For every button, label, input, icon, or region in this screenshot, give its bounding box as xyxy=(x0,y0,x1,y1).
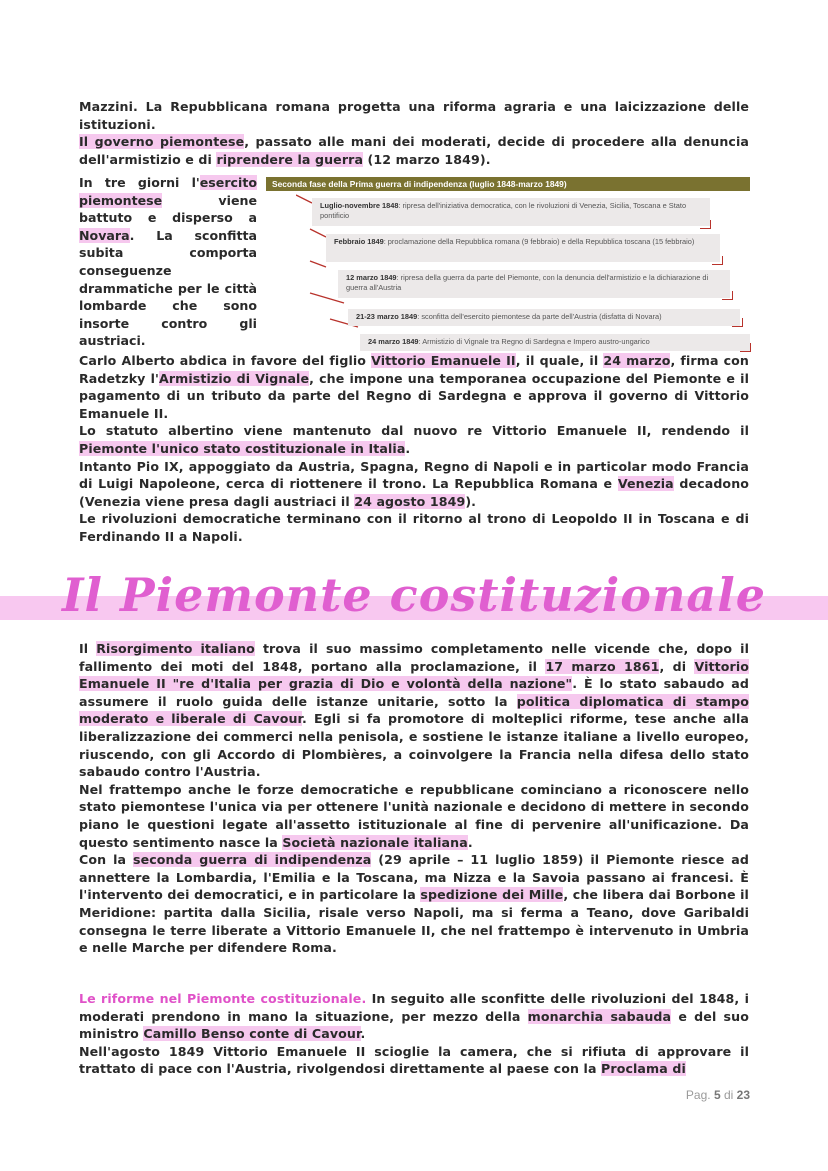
current-page: 5 xyxy=(713,1088,721,1102)
text: Carlo Alberto abdica in favore del figlio xyxy=(79,353,372,368)
timeline-item-5 xyxy=(360,334,750,351)
highlight: Società nazionale italiana xyxy=(282,834,468,850)
timeline-item-2 xyxy=(326,234,720,262)
section-title: Il Piemonte costituzionale xyxy=(62,568,766,622)
highlight: politica diplomatica di stampo moderato e liberale di Cavour xyxy=(79,693,749,727)
paragraph-risorgimento xyxy=(79,640,749,957)
highlight: Armistizio di Vignale xyxy=(158,370,310,386)
text: . La sconfitta subita comporta conseguenze drammatiche per le città lombarde che sono insorte contro gli austriaci. xyxy=(79,227,257,349)
text: . È lo stato sabaudo ad assumere il ruolo guida delle istanze unitarie, sotto la xyxy=(79,676,750,709)
text: Le rivoluzioni democratiche terminano con il ritorno al trono di Leopoldo II in Toscana e di Ferdinando II a Napoli. xyxy=(79,511,749,544)
highlight: Camillo Benso conte di Cavour xyxy=(143,1026,361,1042)
text: . xyxy=(405,440,411,456)
text: , che libera dai Borbone il Meridione: partita dalla Sicilia, risale verso Napoli, ma si ferma a Teano, dove Garibaldi consegna le terre liberate a Vittorio Emanuele II, che nel frattempo è intervenuto in Umbria e nelle Marche per difendere Roma. xyxy=(79,887,749,956)
text: . Egli si fa promotore di molteplici riforme, tese anche alla liberalizzazione dei commerci nella penisola, e sostiene le istanze italiane a livello europeo, riuscendo, con gli Accordo di Plombières, a coinvolgere la Francia nella difesa dello stato sabaudo contro l'Austria. xyxy=(79,711,749,780)
text: Nel frattempo anche le forze democratiche e repubblicane cominciano a riconoscere nello stato piemontese l'unica via per ottenere l'unità nazionale e decidono di mettere in secondo piano le questioni legate all'assetto istituzionale al fine di pervenire all'unificazione. Da questo sentimento nasce la xyxy=(79,781,749,850)
timeline-item-3 xyxy=(338,270,730,298)
text: , di xyxy=(659,658,695,674)
text: viene battuto e disperso a xyxy=(79,192,257,226)
text: In tre giorni l' xyxy=(79,175,200,190)
text: . xyxy=(467,834,473,850)
text: , passato alle mani dei moderati, decide di procedere alla denuncia dell'armistizio e di xyxy=(79,134,749,167)
highlight: spedizione dei Mille xyxy=(420,887,564,903)
text: Mazzini. La Repubblicana romana progetta una riforma agraria e una laicizzazione delle istituzioni. xyxy=(79,99,749,132)
corner-mark xyxy=(722,291,733,300)
highlight: riprendere la guerra xyxy=(216,151,364,167)
highlight: Proclama di xyxy=(601,1061,686,1077)
date: 24 marzo 1849 xyxy=(368,337,419,346)
highlight: 24 agosto 1849 xyxy=(354,493,466,509)
text: Nell'agosto 1849 Vittorio Emanuele II scioglie la camera, che si rifiuta di approvare il trattato di pace con l'Austria, rivolgendosi direttamente al paese con la xyxy=(79,1043,749,1077)
highlight: Vittorio Emanuele II "re d'Italia per grazia di Dio e volontà della nazione" xyxy=(79,658,749,692)
text: : sconfitta dell'esercito piemontese da parte dell'Austria (disfatta di Novara) xyxy=(417,312,662,321)
date: Febbraio 1849 xyxy=(334,237,384,246)
highlight: Il governo piemontese xyxy=(79,134,245,150)
text: (12 marzo 1849). xyxy=(363,151,491,167)
highlight: monarchia sabauda xyxy=(527,1008,672,1024)
corner-mark xyxy=(740,343,751,352)
paragraph-armistizio xyxy=(79,352,749,546)
text: : Armistizio di Vignale tra Regno di Sardegna e Impero austro-ungarico xyxy=(418,337,650,346)
corner-mark xyxy=(732,318,743,327)
date: Luglio-novembre 1848 xyxy=(320,201,399,210)
paragraph-riforme xyxy=(79,990,749,1078)
text: (29 aprile – 11 luglio 1859) il Piemonte riesce ad annettere la Lombardia, l'Emilia e la Toscana, ma Nizza e la Savoia passano ai francesi. È l'intervento dei democratici, e in particolare la xyxy=(79,852,750,903)
highlight: Novara xyxy=(79,227,130,243)
text: . xyxy=(360,1026,366,1042)
corner-mark xyxy=(700,220,711,229)
timeline-title: Seconda fase della Prima guerra di indipendenza (luglio 1848-marzo 1849) xyxy=(266,177,750,191)
text: , il quale, il xyxy=(515,353,604,368)
text: , che impone una temporanea occupazione del Piemonte e il pagamento di un tributo da parte del Regno di Sardegna e approva il governo di Vittorio Emanuele II. xyxy=(79,370,749,421)
subheading: Le riforme nel Piemonte costituzionale. xyxy=(79,991,367,1006)
text: Lo statuto albertino viene mantenuto dal nuovo re Vittorio Emanuele II, rendendo il xyxy=(79,423,749,439)
highlight: Piemonte l'unico stato costituzionale in Italia xyxy=(79,440,406,456)
paragraph-novara xyxy=(79,174,257,350)
text: Pag. xyxy=(685,1088,714,1102)
timeline-item-1 xyxy=(312,198,710,226)
highlight: Risorgimento italiano xyxy=(96,641,255,656)
paragraph-intro xyxy=(79,98,749,168)
corner-mark xyxy=(712,256,723,265)
timeline-item-4 xyxy=(348,309,740,326)
text: decadono (Venezia viene presa dagli austriaci il xyxy=(79,476,750,509)
highlight: 24 marzo xyxy=(603,353,671,368)
text: In seguito alle sconfitte delle rivoluzioni del 1848, i moderati prendono in mano la situazione, per mezzo della xyxy=(79,991,750,1024)
text: ). xyxy=(465,493,477,509)
highlight: 17 marzo 1861 xyxy=(545,658,660,674)
highlight: Vittorio Emanuele II xyxy=(371,353,516,368)
date: 21-23 marzo 1849 xyxy=(356,312,418,321)
text: Con la xyxy=(79,852,133,868)
text: , firma con Radetzky l' xyxy=(79,353,750,386)
text: di xyxy=(720,1088,737,1102)
text: : ripresa dell'iniziativa democratica, con le rivoluzioni di Venezia, Sicilia, Toscana e Stato pontificio xyxy=(320,201,687,220)
highlight: Venezia xyxy=(617,476,674,492)
text: e del suo ministro xyxy=(79,1008,749,1042)
total-pages: 23 xyxy=(736,1088,750,1102)
text: : proclamazione della Repubblica romana (9 febbraio) e della Repubblica toscana (15 febbraio) xyxy=(383,237,695,246)
highlight: seconda guerra di indipendenza xyxy=(133,852,372,868)
text: trova il suo massimo completamento nelle vicende che, dopo il fallimento dei moti del 1848, portano alla proclamazione, il xyxy=(79,641,749,674)
text: Il xyxy=(79,641,97,656)
highlight: esercito piemontese xyxy=(79,175,257,208)
date: 12 marzo 1849 xyxy=(346,273,397,282)
page-number xyxy=(640,1088,750,1102)
text: Intanto Pio IX, appoggiato da Austria, Spagna, Regno di Napoli e in particolar modo Francia di Luigi Napoleone, cerca di riottenere il trono. La Repubblica Romana e xyxy=(79,458,749,492)
text: : ripresa della guerra da parte del Piemonte, con la denuncia dell'armistizio e la dichiarazione di guerra all'Austria xyxy=(346,273,709,292)
